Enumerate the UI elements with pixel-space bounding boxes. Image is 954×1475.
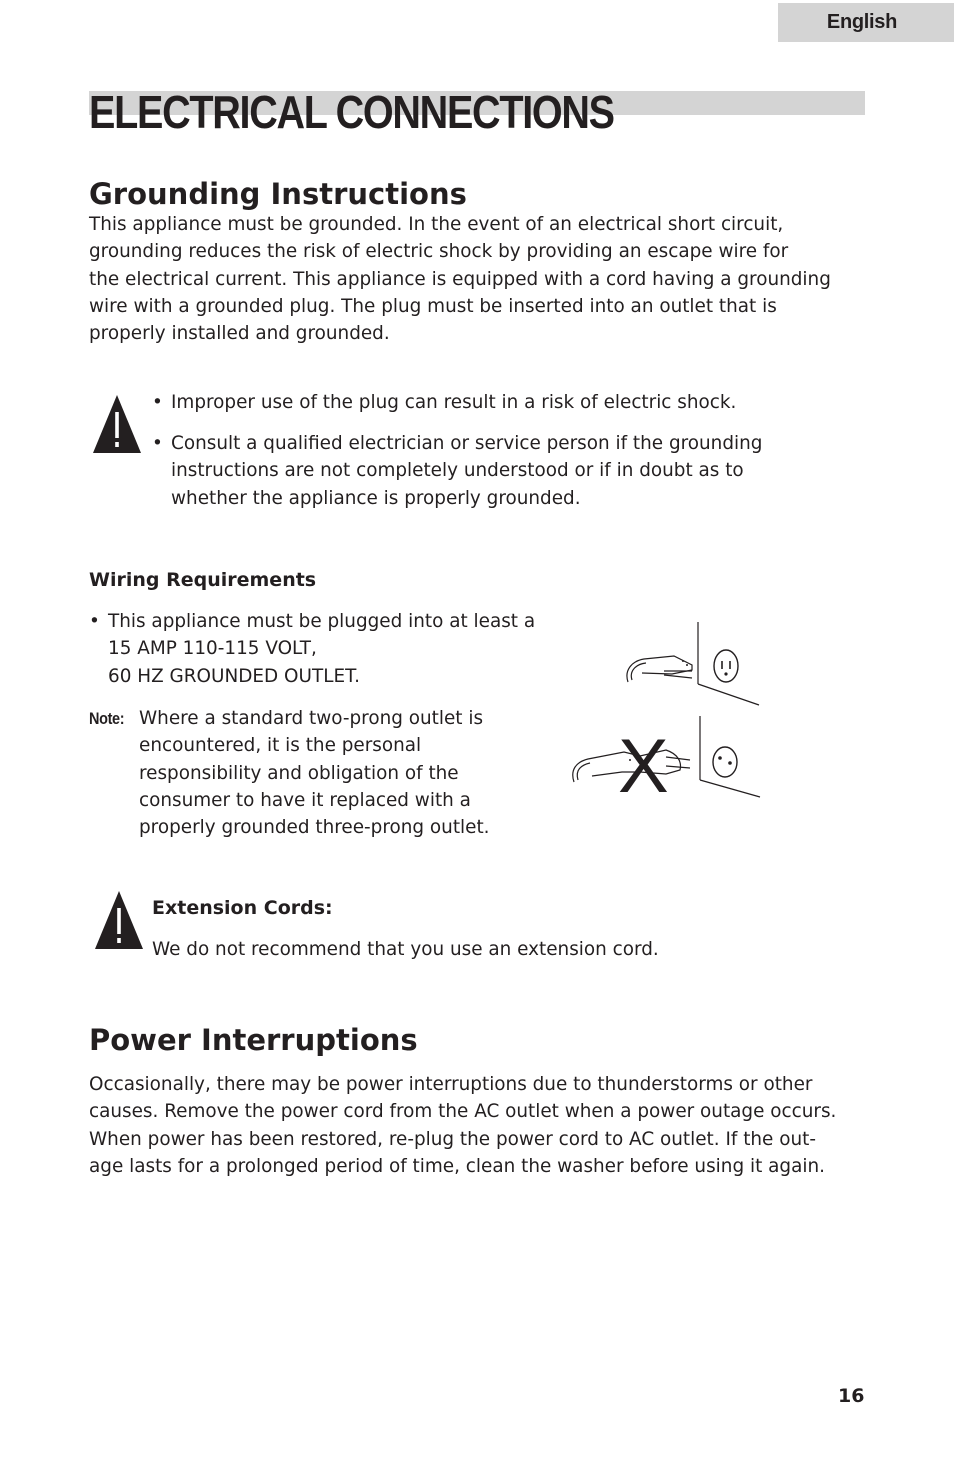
wiring-line: 60 HZ GROUNDED OUTLET. — [108, 665, 360, 687]
plug-outlet-diagram — [566, 614, 766, 804]
grounding-line: the electrical current. This appliance is equipped with a cord having a grounding — [89, 268, 831, 290]
page-title: ELECTRICAL CONNECTIONS — [89, 86, 614, 138]
grounding-body — [89, 211, 831, 347]
power-body — [89, 1071, 836, 1180]
warning-line: whether the appliance is properly grounded. — [171, 487, 581, 509]
wiring-heading: Wiring Requirements — [89, 569, 317, 591]
warning-bullet: • Improper use of the plug can result in a risk of electric shock. — [152, 389, 736, 416]
two-prong-outlet-illustration — [573, 716, 760, 804]
wiring-line: This appliance must be plugged into at least a — [108, 611, 536, 632]
note-body — [89, 705, 490, 841]
warning-triangle-icon — [95, 891, 143, 951]
power-heading: Power Interruptions — [89, 1023, 418, 1057]
warning-bullet: • Consult a qualified electrician or service person if the grounding instructions are not completely understood or if in doubt as to whether the appliance is properly grounded. — [152, 430, 762, 512]
page-number: 16 — [838, 1385, 865, 1407]
power-line: age lasts for a prolonged period of time, clean the washer before using it again. — [89, 1155, 825, 1177]
power-line: When power has been restored, re-plug the power cord to AC outlet. If the out- — [89, 1128, 816, 1150]
power-line: causes. Remove the power cord from the AC outlet when a power outage occurs. — [89, 1101, 837, 1123]
grounding-line: grounding reduces the risk of electric shock by providing an escape wire for — [89, 241, 789, 263]
warning-line: Consult a qualified electrician or service person if the grounding — [171, 433, 763, 454]
warning-triangle-icon — [93, 395, 141, 455]
note-line: consumer to have it replaced with a — [139, 789, 471, 811]
language-tab — [778, 3, 954, 42]
incorrect-x-mark: X — [618, 724, 669, 804]
grounding-heading: Grounding Instructions — [89, 177, 467, 211]
note-line: properly grounded three-prong outlet. — [139, 817, 490, 839]
extension-text: We do not recommend that you use an extension cord. — [152, 939, 659, 960]
note-line: Where a standard two-prong outlet is — [139, 708, 484, 729]
three-prong-outlet-illustration — [627, 622, 759, 705]
note-line: encountered, it is the personal — [139, 735, 422, 757]
grounding-line: This appliance must be grounded. In the event of an electrical short circuit, — [89, 214, 784, 235]
warning-line: Improper use of the plug can result in a risk of electric shock. — [171, 392, 737, 413]
grounding-line: properly installed and grounded. — [89, 323, 390, 345]
note-line: responsibility and obligation of the — [139, 762, 459, 784]
wiring-bullet: • This appliance must be plugged into at least a 15 AMP 110-115 VOLT, 60 HZ GROUNDED OUTLET. — [89, 608, 535, 690]
language-label: English — [826, 11, 898, 33]
extension-heading: Extension Cords: — [152, 897, 333, 919]
wiring-line: 15 AMP 110-115 VOLT, — [108, 638, 317, 660]
grounding-line: wire with a grounded plug. The plug must be inserted into an outlet that is — [89, 295, 777, 317]
note-label: Note: — [89, 709, 125, 728]
warning-line: instructions are not completely understood or if in doubt as to — [171, 460, 744, 482]
power-line: Occasionally, there may be power interruptions due to thunderstorms or other — [89, 1074, 813, 1095]
